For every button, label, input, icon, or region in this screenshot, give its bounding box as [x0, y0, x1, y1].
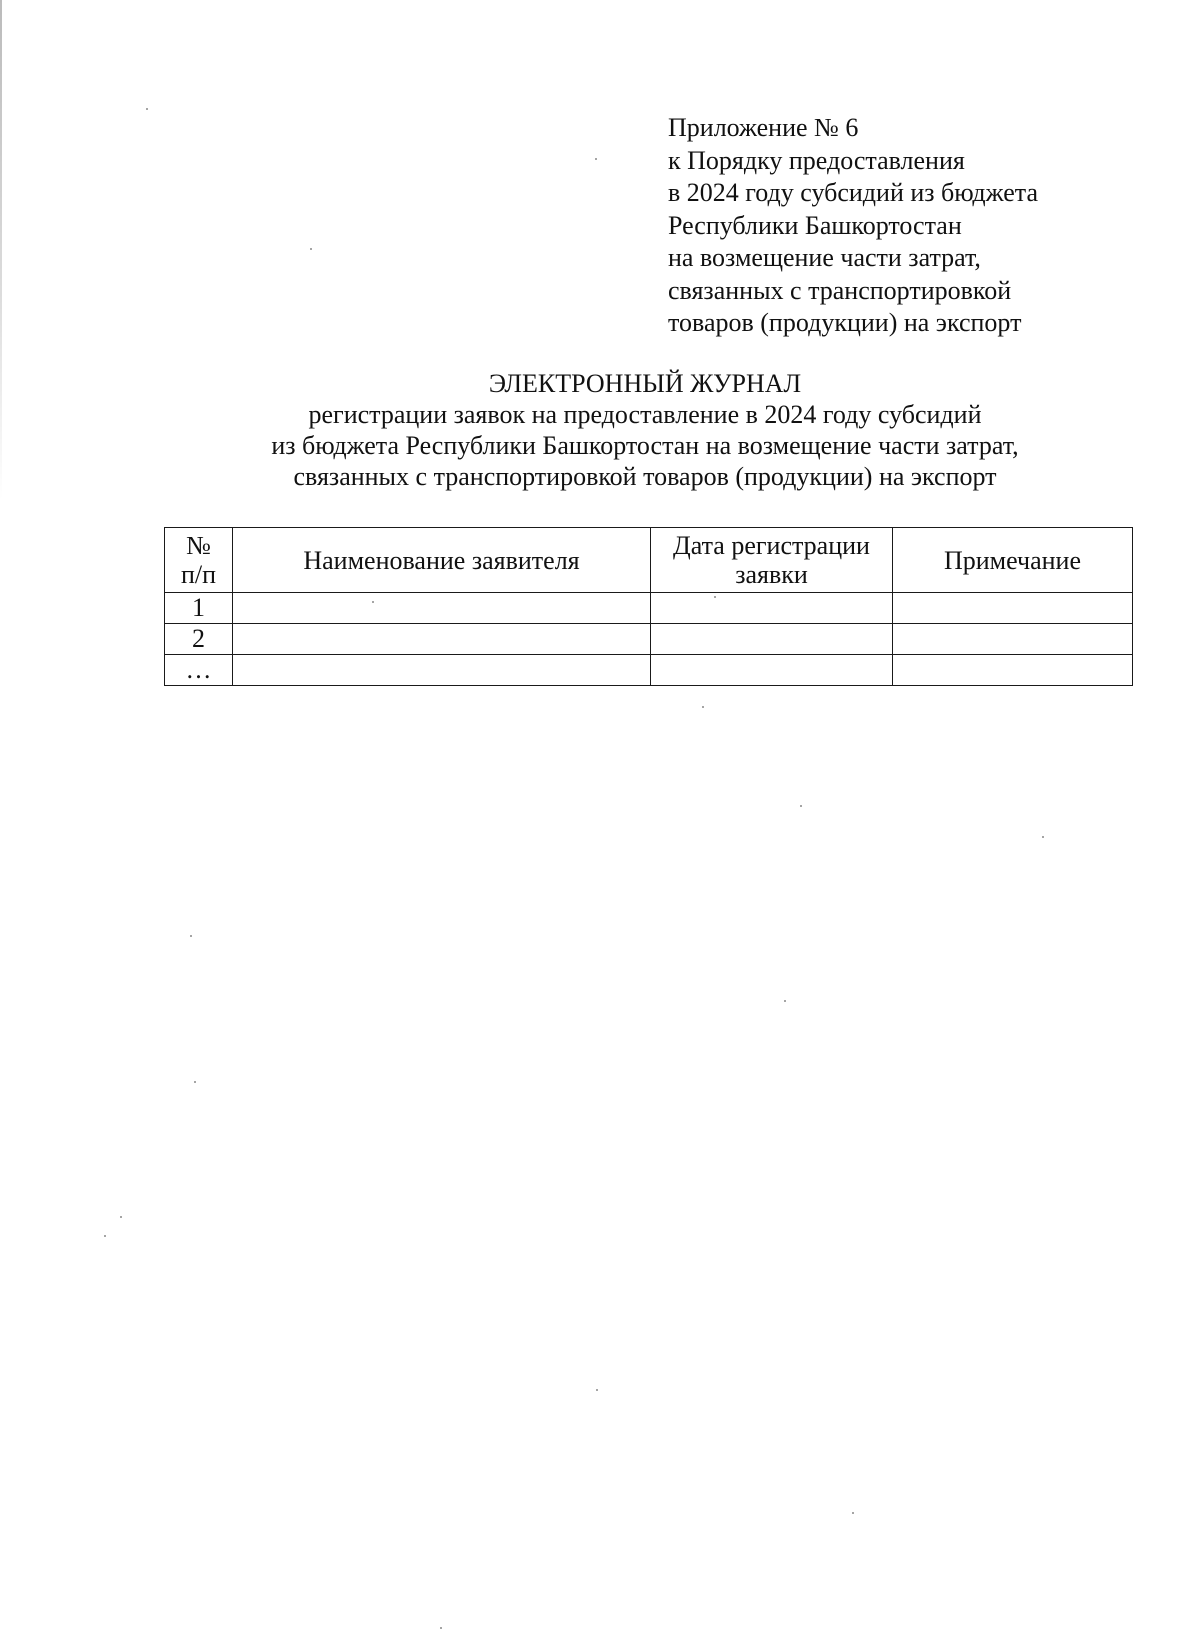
scan-speck: [120, 1216, 122, 1218]
appendix-line: в 2024 году субсидий из бюджета: [668, 178, 1038, 207]
scan-speck: [310, 248, 312, 250]
document-title: ЭЛЕКТРОННЫЙ ЖУРНАЛ: [488, 369, 802, 398]
cell-applicant: [233, 624, 651, 655]
header-registration-date: [651, 528, 893, 593]
header-date-line: Дата регистрации: [673, 531, 870, 560]
appendix-line: Республики Башкортостан: [668, 210, 962, 240]
table-row: [165, 624, 1133, 655]
scan-speck: [595, 158, 597, 160]
document-subtitle-line: из бюджета Республики Башкортостан на возмещение части затрат,: [271, 431, 1019, 460]
appendix-line: на возмещение части затрат,: [668, 243, 981, 272]
header-number: [165, 528, 233, 593]
cell-date: [651, 624, 893, 655]
scan-speck: [190, 935, 192, 937]
cell-number: 1: [165, 593, 233, 624]
scan-speck: [104, 1235, 106, 1237]
cell-applicant: [233, 593, 651, 624]
scan-speck: [440, 1627, 442, 1629]
header-note: Примечание: [893, 528, 1133, 593]
journal-table: [164, 527, 1133, 686]
header-applicant: Наименование заявителя: [233, 528, 651, 593]
appendix-line: товаров (продукции) на экспорт: [668, 308, 1022, 337]
scan-speck: [596, 1389, 598, 1391]
cell-date: [651, 655, 893, 686]
document-subtitle-line: регистрации заявок на предоставление в 2024 году субсидий: [308, 400, 982, 429]
cell-note: [893, 624, 1133, 655]
document-heading: [160, 368, 1130, 492]
table-header-row: [165, 528, 1133, 593]
appendix-line: к Порядку предоставления: [668, 145, 965, 175]
scan-speck: [702, 706, 704, 708]
table-row: [165, 655, 1133, 686]
scan-speck: [146, 108, 148, 110]
scan-speck: [784, 1000, 786, 1002]
table-row: [165, 593, 1133, 624]
appendix-block: [668, 112, 1138, 340]
document-subtitle-line: связанных с транспортировкой товаров (продукции) на экспорт: [293, 462, 997, 491]
cell-number: 2: [165, 624, 233, 655]
scan-speck: [714, 596, 716, 598]
cell-applicant: [233, 655, 651, 686]
appendix-line: Приложение № 6: [668, 113, 859, 142]
scan-speck: [194, 1081, 196, 1083]
cell-number: …: [165, 655, 233, 686]
scan-speck: [372, 601, 374, 603]
scan-speck: [1042, 836, 1044, 838]
scan-speck: [800, 805, 802, 807]
header-number-line: п/п: [180, 560, 217, 589]
cell-note: [893, 593, 1133, 624]
cell-date: [651, 593, 893, 624]
cell-note: [893, 655, 1133, 686]
scan-edge: [0, 0, 2, 500]
appendix-line: связанных с транспортировкой: [668, 275, 1012, 305]
header-date-line: заявки: [735, 560, 808, 589]
scan-speck: [852, 1512, 854, 1514]
header-number-line: №: [186, 531, 211, 560]
